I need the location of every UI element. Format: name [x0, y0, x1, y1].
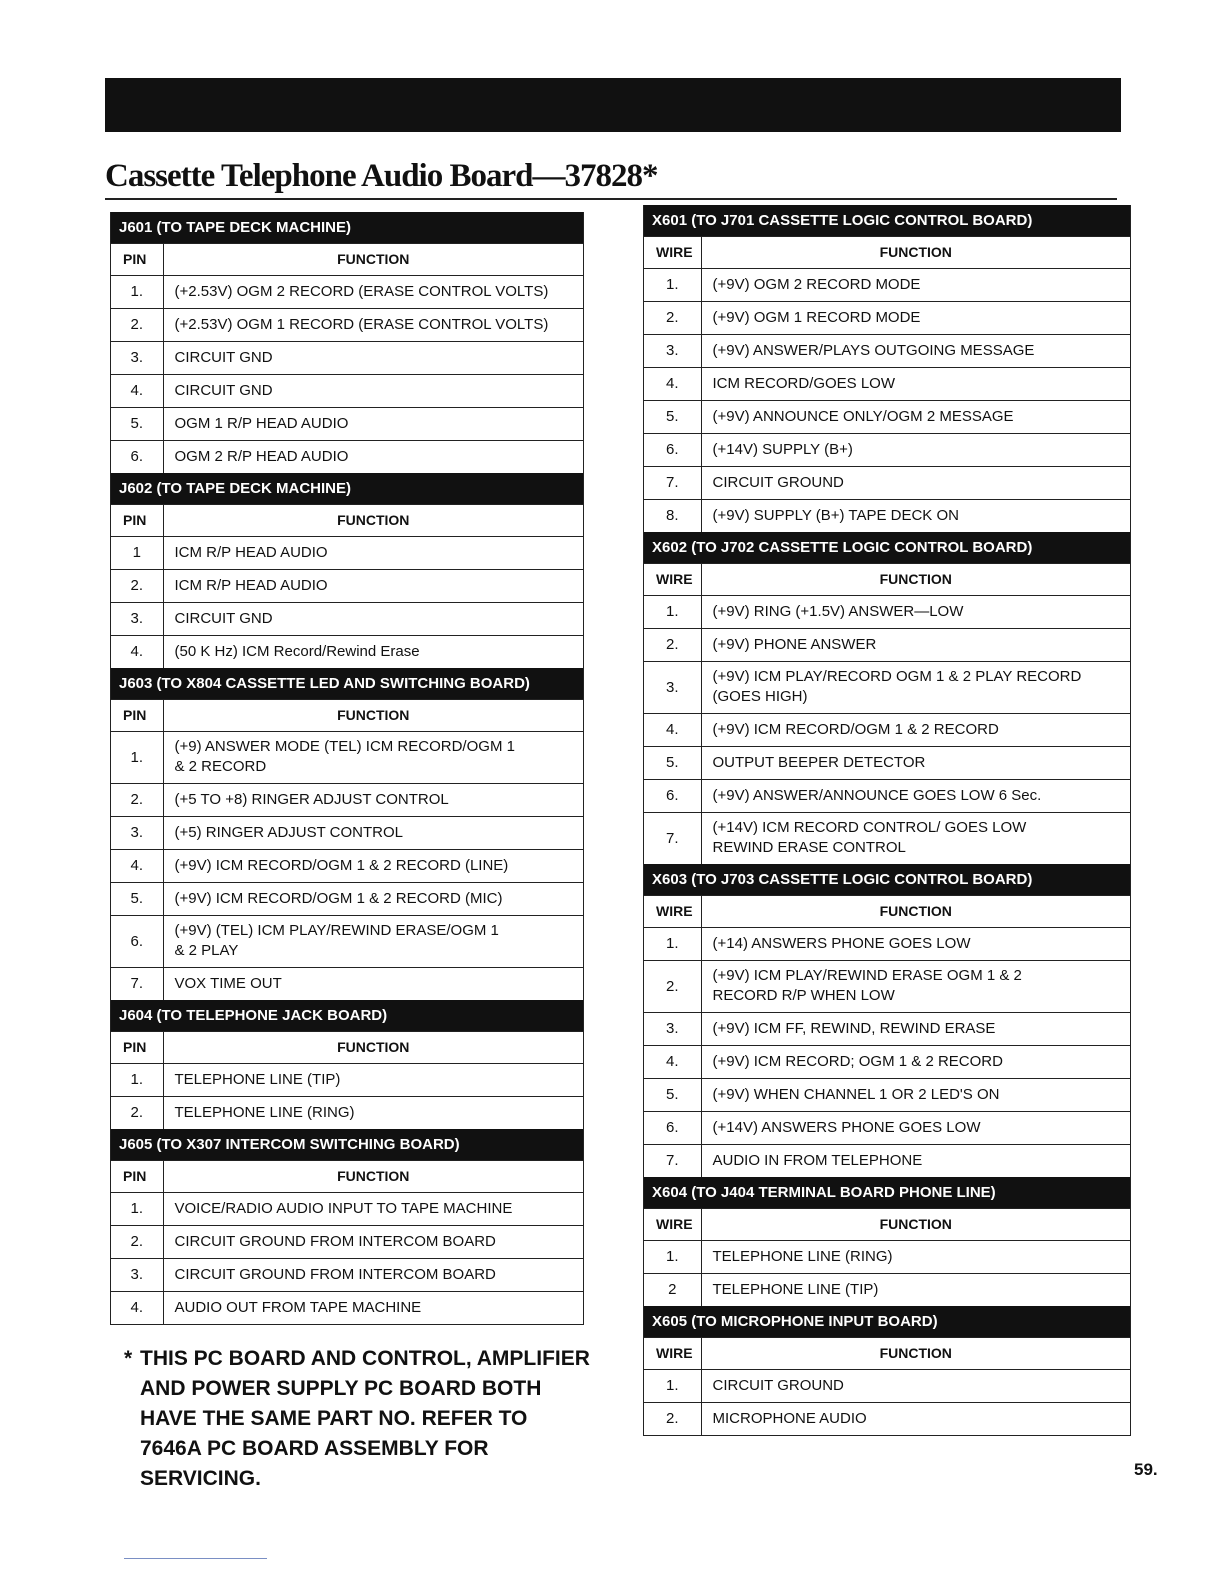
x601-col-wire: WIRE	[644, 236, 701, 268]
pin-function: (+9V) ICM RECORD/OGM 1 & 2 RECORD (LINE)	[163, 849, 583, 882]
wire-number: 1.	[644, 595, 701, 628]
table-row	[644, 1078, 1130, 1111]
wire-function: OUTPUT BEEPER DETECTOR	[701, 746, 1130, 779]
wire-function: (+9V) ICM PLAY/RECORD OGM 1 & 2 PLAY RECORD (GOES HIGH)	[701, 661, 1130, 713]
pin-number: 2.	[111, 308, 163, 341]
x602-header: X602 (TO J702 CASSETTE LOGIC CONTROL BOARD)	[644, 532, 1130, 563]
footnote-text: THIS PC BOARD AND CONTROL, AMPLIFIER AND POWER SUPPLY PC BOARD BOTH HAVE THE SAME PART NO. REFER TO 7646A PC BOARD ASSEMBLY FOR SERVICING.	[140, 1347, 590, 1490]
wire-function: (+9V) OGM 1 RECORD MODE	[701, 301, 1130, 334]
x602-col-wire: WIRE	[644, 563, 701, 595]
table-row	[111, 1096, 583, 1129]
x604-col-wire: WIRE	[644, 1208, 701, 1240]
pin-function: CIRCUIT GND	[163, 374, 583, 407]
pin-function: (+2.53V) OGM 1 RECORD (ERASE CONTROL VOLTS)	[163, 308, 583, 341]
pin-function: VOICE/RADIO AUDIO INPUT TO TAPE MACHINE	[163, 1192, 583, 1225]
j603-col-function: FUNCTION	[163, 699, 583, 731]
pin-number: 2.	[111, 1225, 163, 1258]
header-black-bar	[105, 78, 1121, 132]
page-title: Cassette Telephone Audio Board—37828*	[105, 158, 658, 194]
table-row	[111, 341, 583, 374]
table-row	[111, 407, 583, 440]
pin-function: CIRCUIT GND	[163, 341, 583, 374]
pin-number: 2.	[111, 1096, 163, 1129]
wire-number: 6.	[644, 433, 701, 466]
x601-col-function: FUNCTION	[701, 236, 1130, 268]
wire-function: (+9V) OGM 2 RECORD MODE	[701, 268, 1130, 301]
wire-number: 3.	[644, 334, 701, 367]
pin-number: 3.	[111, 602, 163, 635]
wire-function: (+9V) ANSWER/ANNOUNCE GOES LOW 6 Sec.	[701, 779, 1130, 812]
wire-function: CIRCUIT GROUND	[701, 1369, 1130, 1402]
wire-function: (+9V) ANSWER/PLAYS OUTGOING MESSAGE	[701, 334, 1130, 367]
wire-function: TELEPHONE LINE (TIP)	[701, 1273, 1130, 1306]
pin-number: 1	[111, 536, 163, 569]
x605-header: X605 (TO MICROPHONE INPUT BOARD)	[644, 1306, 1130, 1337]
pin-function: (+9V) ICM RECORD/OGM 1 & 2 RECORD (MIC)	[163, 882, 583, 915]
pin-function: (+2.53V) OGM 2 RECORD (ERASE CONTROL VOLTS)	[163, 275, 583, 308]
wire-number: 2.	[644, 628, 701, 661]
table-row	[111, 783, 583, 816]
table-row	[644, 661, 1130, 713]
wire-number: 3.	[644, 661, 701, 713]
table-row	[111, 440, 583, 473]
wire-function: (+9V) ICM PLAY/REWIND ERASE OGM 1 & 2 RECORD R/P WHEN LOW	[701, 960, 1130, 1012]
pin-function: TELEPHONE LINE (TIP)	[163, 1063, 583, 1096]
table-row	[111, 967, 583, 1000]
table-row	[644, 433, 1130, 466]
page-number: 59.	[1134, 1460, 1158, 1479]
bottom-rule	[124, 1558, 267, 1559]
x605-col-function: FUNCTION	[701, 1337, 1130, 1369]
table-row	[111, 569, 583, 602]
table-row	[644, 1240, 1130, 1273]
table-row	[644, 1402, 1130, 1435]
table-row	[111, 308, 583, 341]
table-row	[644, 400, 1130, 433]
x601-header: X601 (TO J701 CASSETTE LOGIC CONTROL BOARD)	[644, 205, 1130, 236]
wire-function: MICROPHONE AUDIO	[701, 1402, 1130, 1435]
table-row	[111, 882, 583, 915]
j603-header: J603 (TO X804 CASSETTE LED AND SWITCHING BOARD)	[111, 668, 583, 699]
table-row	[644, 1045, 1130, 1078]
pin-number: 1.	[111, 1192, 163, 1225]
pin-number: 3.	[111, 816, 163, 849]
table-row	[111, 1063, 583, 1096]
wire-number: 2.	[644, 301, 701, 334]
pin-number: 4.	[111, 374, 163, 407]
pin-number: 3.	[111, 1258, 163, 1291]
table-row	[111, 536, 583, 569]
wire-number: 6.	[644, 779, 701, 812]
footnote-star: *	[124, 1347, 133, 1370]
x605-col-wire: WIRE	[644, 1337, 701, 1369]
pin-function: CIRCUIT GND	[163, 602, 583, 635]
table-row	[111, 635, 583, 668]
wire-function: (+9V) ICM FF, REWIND, REWIND ERASE	[701, 1012, 1130, 1045]
footnote	[124, 1344, 594, 1494]
pin-number: 7.	[111, 967, 163, 1000]
wire-function: (+9V) ANNOUNCE ONLY/OGM 2 MESSAGE	[701, 400, 1130, 433]
wire-function: TELEPHONE LINE (RING)	[701, 1240, 1130, 1273]
wire-number: 8.	[644, 499, 701, 532]
table-row	[644, 1012, 1130, 1045]
left-connector-tables	[110, 212, 584, 1325]
j605-header: J605 (TO X307 INTERCOM SWITCHING BOARD)	[111, 1129, 583, 1160]
wire-function: (+9V) ICM RECORD/OGM 1 & 2 RECORD	[701, 713, 1130, 746]
wire-number: 3.	[644, 1012, 701, 1045]
pin-function: ICM R/P HEAD AUDIO	[163, 569, 583, 602]
wire-function: AUDIO IN FROM TELEPHONE	[701, 1144, 1130, 1177]
wire-number: 4.	[644, 367, 701, 400]
x603-col-function: FUNCTION	[701, 895, 1130, 927]
wire-number: 5.	[644, 400, 701, 433]
wire-number: 5.	[644, 1078, 701, 1111]
table-row	[644, 746, 1130, 779]
pin-number: 2.	[111, 783, 163, 816]
table-row	[644, 499, 1130, 532]
wire-number: 7.	[644, 466, 701, 499]
pin-function: OGM 1 R/P HEAD AUDIO	[163, 407, 583, 440]
table-row	[644, 1369, 1130, 1402]
x602-col-function: FUNCTION	[701, 563, 1130, 595]
wire-number: 6.	[644, 1111, 701, 1144]
pin-number: 6.	[111, 915, 163, 967]
j605-col-pin: PIN	[111, 1160, 163, 1192]
pin-function: CIRCUIT GROUND FROM INTERCOM BOARD	[163, 1225, 583, 1258]
wire-function: (+14V) SUPPLY (B+)	[701, 433, 1130, 466]
j601-col-pin: PIN	[111, 243, 163, 275]
pin-function: CIRCUIT GROUND FROM INTERCOM BOARD	[163, 1258, 583, 1291]
wire-function: (+9V) ICM RECORD; OGM 1 & 2 RECORD	[701, 1045, 1130, 1078]
wire-number: 2	[644, 1273, 701, 1306]
pin-function: OGM 2 R/P HEAD AUDIO	[163, 440, 583, 473]
wire-function: (+14V) ANSWERS PHONE GOES LOW	[701, 1111, 1130, 1144]
table-row	[111, 849, 583, 882]
wire-function: (+9V) PHONE ANSWER	[701, 628, 1130, 661]
wire-function: ICM RECORD/GOES LOW	[701, 367, 1130, 400]
wire-number: 7.	[644, 812, 701, 864]
table-row	[644, 960, 1130, 1012]
pin-number: 6.	[111, 440, 163, 473]
j604-col-pin: PIN	[111, 1031, 163, 1063]
pin-function: TELEPHONE LINE (RING)	[163, 1096, 583, 1129]
table-row	[644, 779, 1130, 812]
table-row	[111, 1225, 583, 1258]
table-row	[111, 1192, 583, 1225]
table-row	[111, 275, 583, 308]
wire-function: (+14) ANSWERS PHONE GOES LOW	[701, 927, 1130, 960]
j602-header: J602 (TO TAPE DECK MACHINE)	[111, 473, 583, 504]
pin-number: 4.	[111, 1291, 163, 1324]
j602-col-function: FUNCTION	[163, 504, 583, 536]
table-row	[111, 1258, 583, 1291]
pin-function: ICM R/P HEAD AUDIO	[163, 536, 583, 569]
pin-function: AUDIO OUT FROM TAPE MACHINE	[163, 1291, 583, 1324]
table-row	[111, 1291, 583, 1324]
pin-function: VOX TIME OUT	[163, 967, 583, 1000]
wire-number: 1.	[644, 927, 701, 960]
wire-function: CIRCUIT GROUND	[701, 466, 1130, 499]
table-row	[111, 816, 583, 849]
pin-function: (+9V) (TEL) ICM PLAY/REWIND ERASE/OGM 1 & 2 PLAY	[163, 915, 583, 967]
wire-function: (+14V) ICM RECORD CONTROL/ GOES LOW REWIND ERASE CONTROL	[701, 812, 1130, 864]
pin-function: (+5) RINGER ADJUST CONTROL	[163, 816, 583, 849]
j605-col-function: FUNCTION	[163, 1160, 583, 1192]
wire-number: 1.	[644, 268, 701, 301]
pin-number: 5.	[111, 407, 163, 440]
wire-number: 2.	[644, 960, 701, 1012]
table-row	[111, 602, 583, 635]
wire-number: 1.	[644, 1369, 701, 1402]
table-row	[644, 927, 1130, 960]
wire-number: 5.	[644, 746, 701, 779]
j602-col-pin: PIN	[111, 504, 163, 536]
pin-function: (+9) ANSWER MODE (TEL) ICM RECORD/OGM 1 & 2 RECORD	[163, 731, 583, 783]
wire-number: 7.	[644, 1144, 701, 1177]
table-row	[644, 812, 1130, 864]
x604-col-function: FUNCTION	[701, 1208, 1130, 1240]
pin-number: 5.	[111, 882, 163, 915]
table-row	[644, 301, 1130, 334]
right-connector-tables	[643, 205, 1131, 1436]
table-row	[644, 334, 1130, 367]
wire-function: (+9V) WHEN CHANNEL 1 OR 2 LED'S ON	[701, 1078, 1130, 1111]
wire-number: 2.	[644, 1402, 701, 1435]
pin-number: 1.	[111, 1063, 163, 1096]
wire-number: 4.	[644, 713, 701, 746]
j604-col-function: FUNCTION	[163, 1031, 583, 1063]
wire-number: 4.	[644, 1045, 701, 1078]
x604-header: X604 (TO J404 TERMINAL BOARD PHONE LINE)	[644, 1177, 1130, 1208]
pin-number: 1.	[111, 731, 163, 783]
table-row	[644, 466, 1130, 499]
j604-header: J604 (TO TELEPHONE JACK BOARD)	[111, 1000, 583, 1031]
table-row	[644, 595, 1130, 628]
table-row	[644, 1144, 1130, 1177]
table-row	[111, 374, 583, 407]
wire-function: (+9V) RING (+1.5V) ANSWER—LOW	[701, 595, 1130, 628]
table-row	[644, 713, 1130, 746]
x603-header: X603 (TO J703 CASSETTE LOGIC CONTROL BOARD)	[644, 864, 1130, 895]
pin-number: 4.	[111, 849, 163, 882]
wire-function: (+9V) SUPPLY (B+) TAPE DECK ON	[701, 499, 1130, 532]
table-row	[111, 915, 583, 967]
title-rule	[105, 198, 1117, 200]
table-row	[644, 628, 1130, 661]
pin-number: 4.	[111, 635, 163, 668]
pin-number: 2.	[111, 569, 163, 602]
pin-function: (50 K Hz) ICM Record/Rewind Erase	[163, 635, 583, 668]
j601-header: J601 (TO TAPE DECK MACHINE)	[111, 212, 583, 243]
table-row	[111, 731, 583, 783]
table-row	[644, 1111, 1130, 1144]
j603-col-pin: PIN	[111, 699, 163, 731]
table-row	[644, 367, 1130, 400]
table-row	[644, 1273, 1130, 1306]
j601-col-function: FUNCTION	[163, 243, 583, 275]
pin-number: 3.	[111, 341, 163, 374]
pin-number: 1.	[111, 275, 163, 308]
pin-function: (+5 TO +8) RINGER ADJUST CONTROL	[163, 783, 583, 816]
table-row	[644, 268, 1130, 301]
x603-col-wire: WIRE	[644, 895, 701, 927]
wire-number: 1.	[644, 1240, 701, 1273]
